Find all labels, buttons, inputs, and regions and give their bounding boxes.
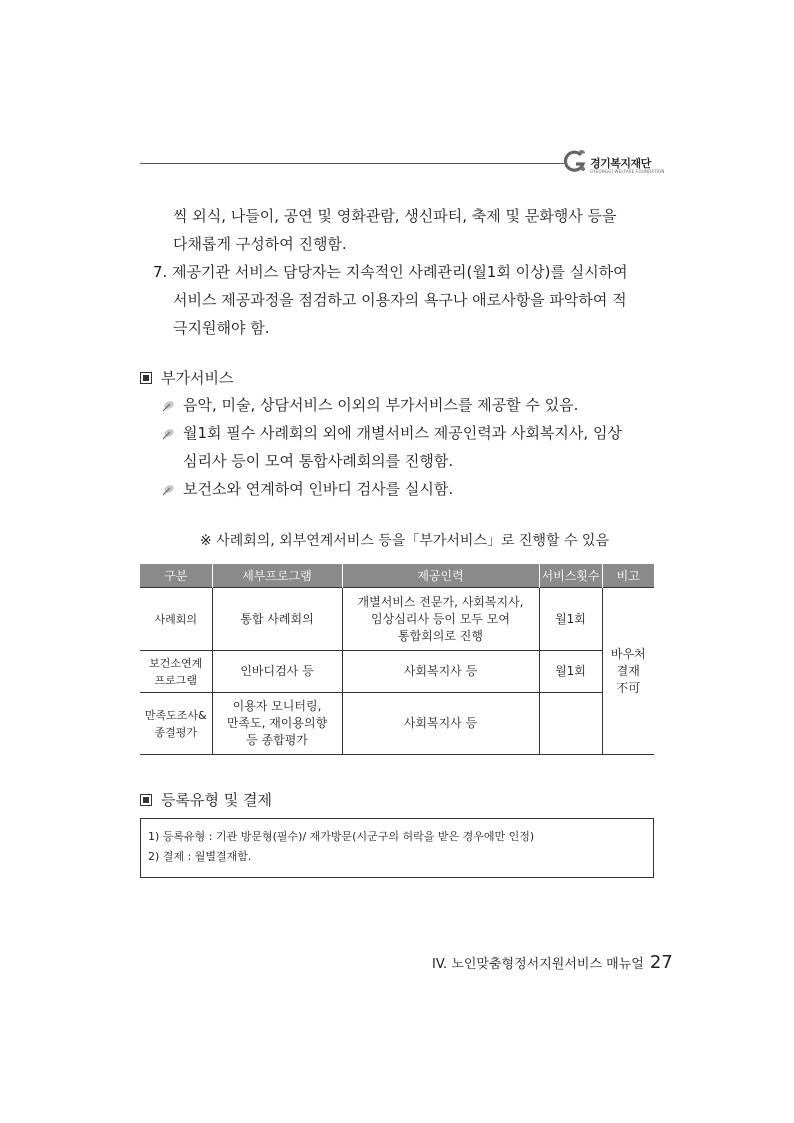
cell-count: 월1회 [539, 588, 602, 651]
cell-line: 프로그램 [154, 673, 197, 687]
cell-line: 임상심리사 등이 모두 모여 [371, 611, 510, 626]
table-row [140, 651, 654, 693]
text-line: 다채롭게 구성하여 진행함. [173, 235, 347, 253]
bullet-text: 월1회 필수 사례회의 외에 개별서비스 제공인력과 사회복지사, 임상 [183, 424, 622, 442]
cell-line: 이용자 모니터링, [232, 699, 322, 713]
registration-line: 1) 등록유형 : 기관 방문형(필수)/ 재가방문(시군구의 허락을 받은 경우에만 인정) [148, 830, 535, 843]
section-heading-extra-services [140, 368, 233, 388]
item-7-line: 7. 제공기관 서비스 담당자는 지속적인 사례관리(월1회 이상)를 실시하여 [153, 263, 628, 281]
page-footer [432, 952, 673, 973]
cell-staff: 사회복지사 등 [342, 651, 539, 693]
header-program: 세부프로그램 [212, 564, 342, 588]
cell-line: 만족도조사& [144, 708, 207, 722]
registration-box [140, 818, 654, 878]
cell-category [140, 693, 212, 755]
square-bullet-icon [140, 372, 152, 384]
bullet-item [161, 475, 661, 503]
section-title: 부가서비스 [161, 369, 234, 387]
cell-line: 개별서비스 전문가, 사회복지사, [357, 594, 524, 609]
cell-line: 만족도, 재이용의향 [226, 716, 328, 730]
bullet-item [161, 419, 661, 475]
cell-remark [602, 588, 654, 755]
cell-line: 등 종합평가 [246, 733, 308, 747]
note-text: ※ 사례회의, 외부연계서비스 등을「부가서비스」로 진행할 수 있음 [200, 533, 609, 549]
bullet-text: 음악, 미술, 상담서비스 이외의 부가서비스를 제공할 수 있음. [183, 396, 579, 414]
cell-program: 인바디검사 등 [212, 651, 342, 693]
cell-line: 결재 [616, 663, 640, 678]
services-table [140, 564, 654, 755]
header-remark: 비고 [602, 564, 654, 588]
text-line: 서비스 제공과정을 점검하고 이용자의 욕구나 애로사항을 파악하여 적 [173, 291, 627, 309]
table-row [140, 693, 654, 755]
cell-count [539, 693, 602, 755]
text-line: 씩 외식, 나들이, 공연 및 영화관람, 생신파티, 축제 및 문화행사 등을 [173, 207, 617, 225]
header-staff: 제공인력 [342, 564, 539, 588]
bullet-text: 보건소와 연계하여 인바디 검사를 실시함. [183, 480, 454, 498]
leaf-bullet-icon [161, 399, 175, 413]
cell-staff [342, 588, 539, 651]
logo-subtext: GYEONGGI WELFARE FOUNDATION [590, 169, 665, 174]
cell-category: 사례회의 [140, 588, 212, 651]
intro-paragraph [140, 202, 660, 342]
square-bullet-icon [140, 794, 152, 806]
page-number: 27 [649, 952, 673, 973]
cell-program: 통합 사례회의 [212, 588, 342, 651]
section-title: 등록유형 및 결제 [161, 791, 272, 809]
cell-line: 통합회의로 진행 [398, 628, 483, 643]
section-heading-registration [140, 790, 272, 810]
bullet-text-continued: 심리사 등이 모여 통합사례회의를 진행함. [183, 452, 454, 470]
bullet-item [161, 391, 661, 419]
cell-line: 不可 [616, 680, 641, 695]
cell-line: 바우처 [610, 646, 646, 661]
cell-program [212, 693, 342, 755]
footer-text: IV. 노인맞춤형정서지원서비스 매뉴얼 [432, 957, 644, 972]
cell-line: 종결평가 [154, 725, 197, 739]
leaf-bullet-icon [161, 483, 175, 497]
cell-staff: 사회복지사 등 [342, 693, 539, 755]
header-count: 서비스횟수 [539, 564, 602, 588]
header-logo [562, 149, 665, 179]
cell-count: 월1회 [539, 651, 602, 693]
text-line: 극지원해야 함. [173, 319, 270, 337]
payment-line: 2) 결제 : 월별결재함. [148, 850, 252, 863]
table-header-row [140, 564, 654, 588]
cell-line: 보건소연계 [149, 656, 203, 670]
leaf-bullet-icon [161, 427, 175, 441]
table-row [140, 588, 654, 651]
gyeonggi-welfare-logo-icon [562, 149, 588, 175]
logo-text: 경기복지재단 [590, 157, 651, 170]
header-rule [140, 163, 564, 164]
header-category: 구분 [140, 564, 212, 588]
cell-category [140, 651, 212, 693]
